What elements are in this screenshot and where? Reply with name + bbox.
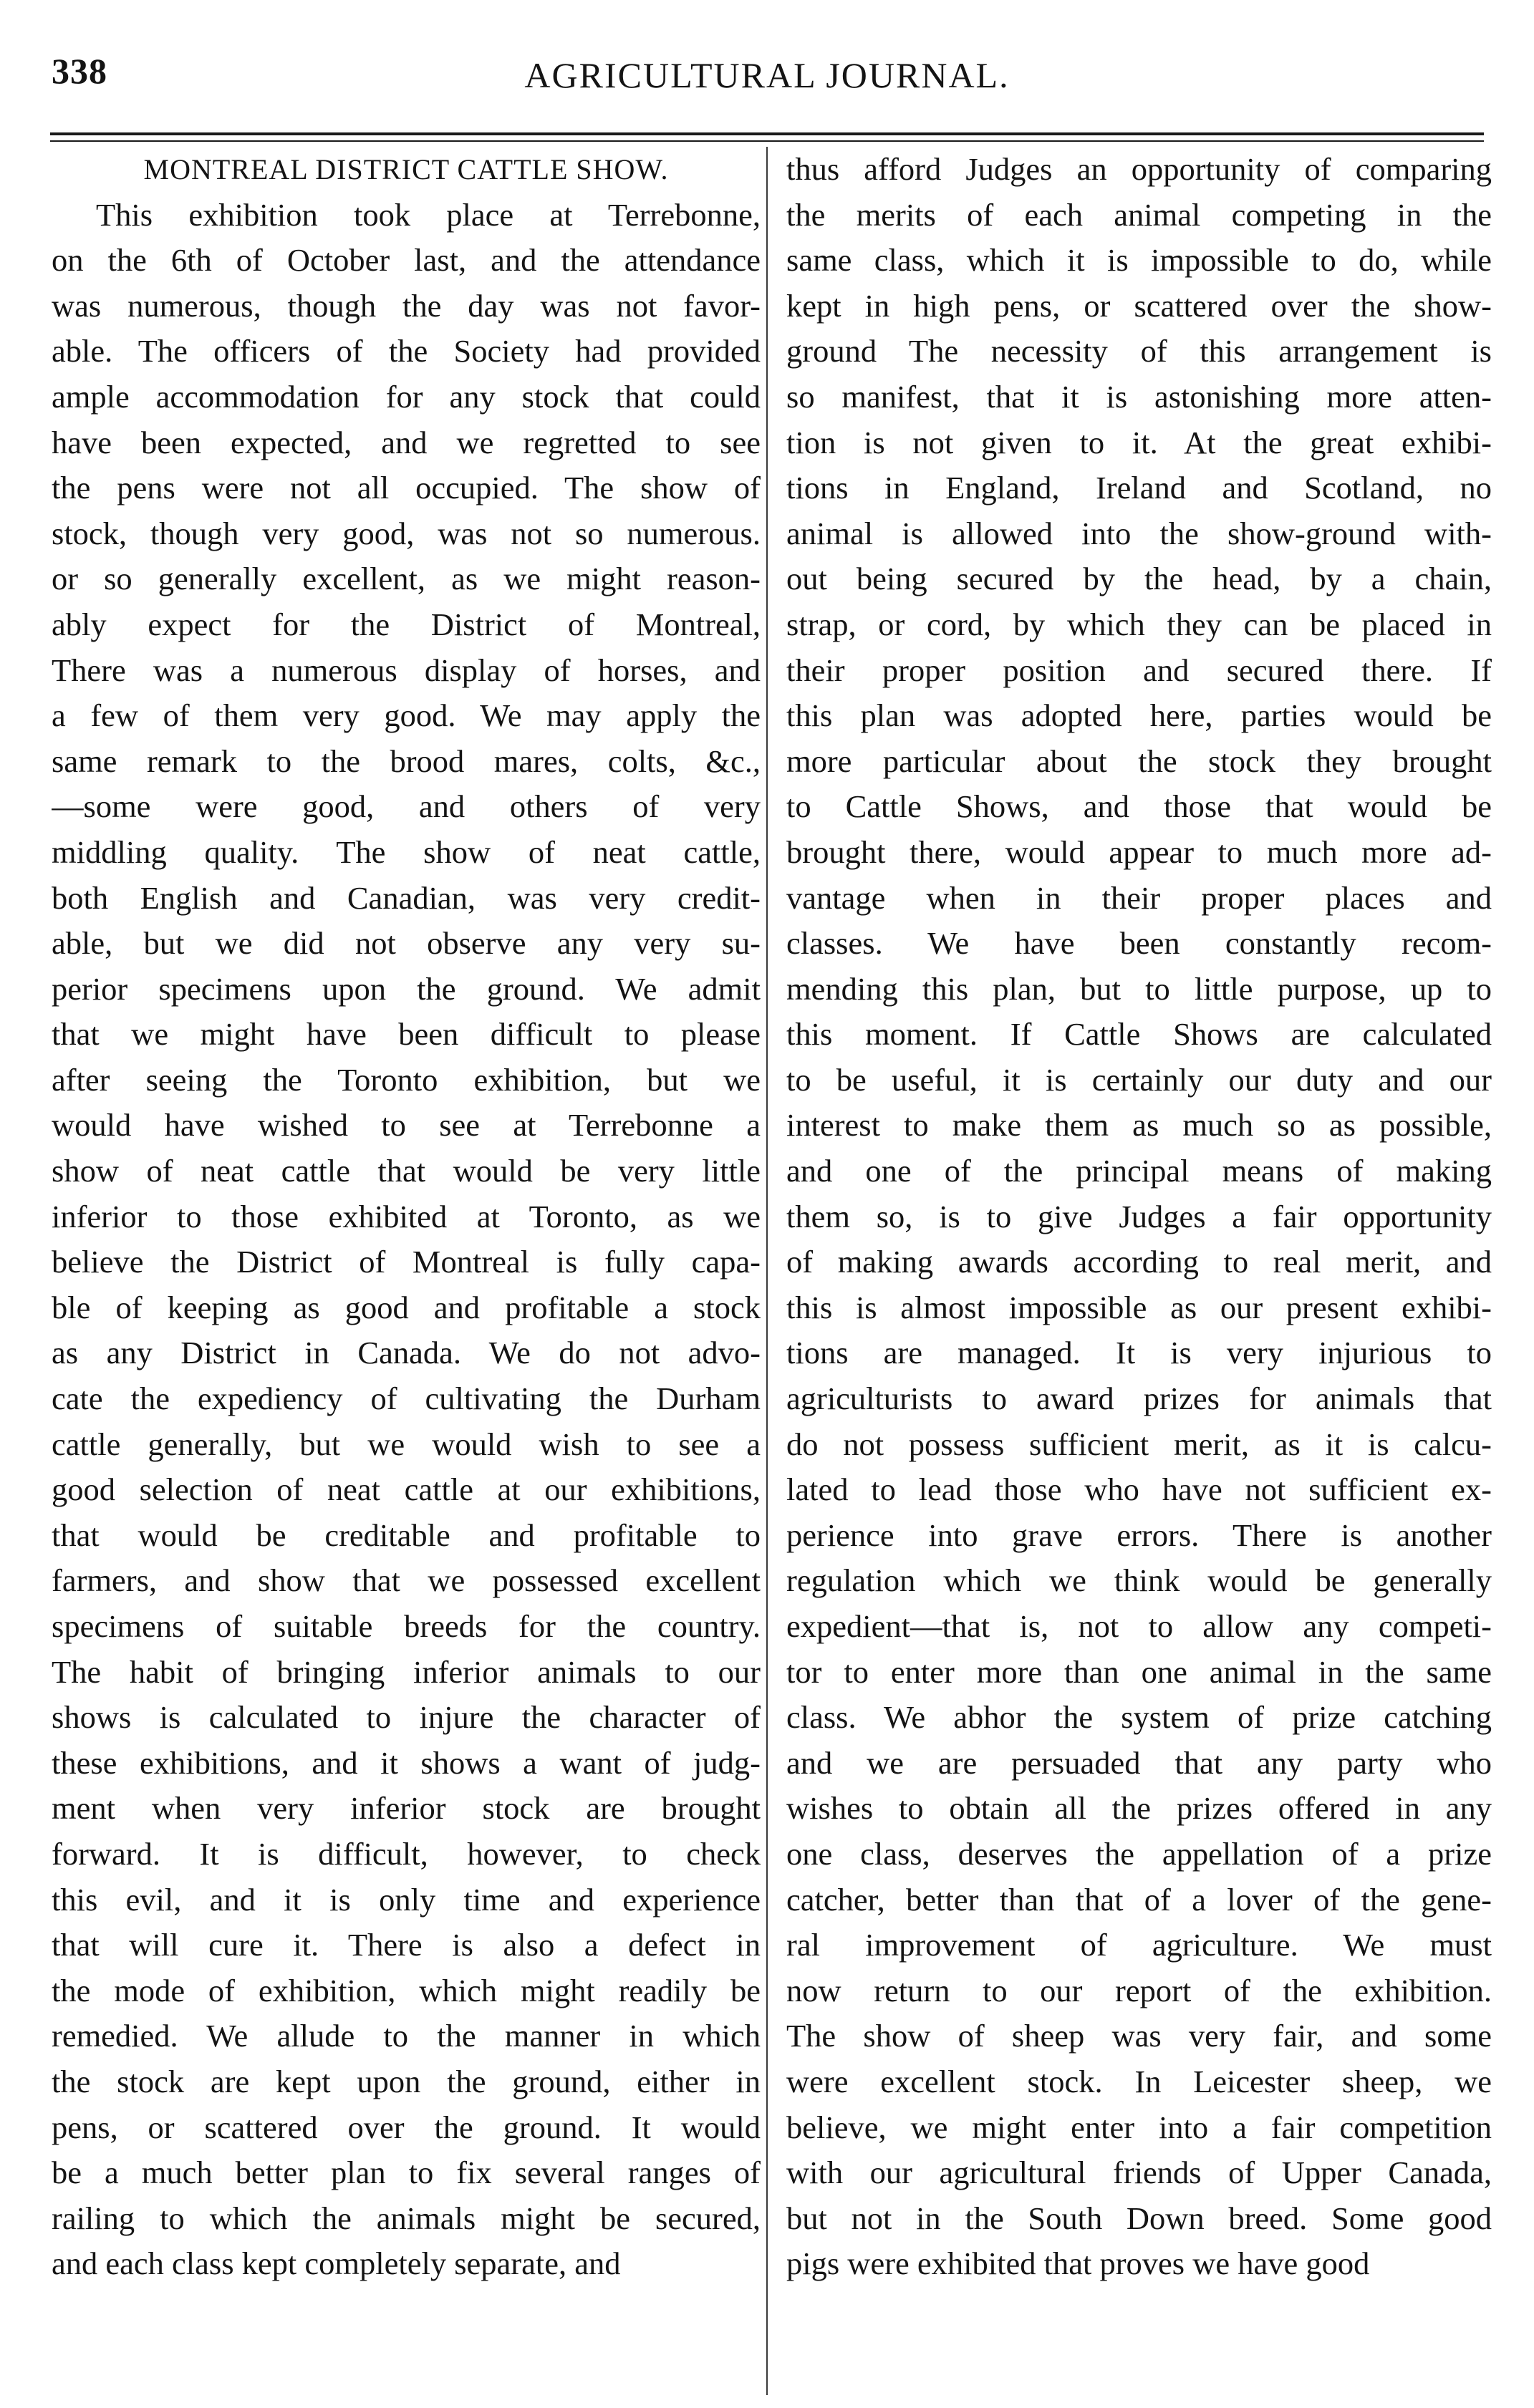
text-line: animal is allowed into the show-ground with- [786, 515, 1492, 551]
text-line: railing to which the animals might be secured, [52, 2200, 761, 2236]
text-line: ample accommodation for any stock that could [52, 378, 761, 415]
text-line: these exhibitions, and it shows a want of judg- [52, 1744, 761, 1781]
text-line: interest to make them as much so as possible, [786, 1107, 1492, 1143]
text-line: both English and Canadian, was very credit- [52, 879, 761, 916]
text-line: the mode of exhibition, which might readily be [52, 1972, 761, 2008]
text-line: regulation which we think would be generally [786, 1562, 1492, 1599]
text-line: tions are managed. It is very injurious to [786, 1335, 1492, 1371]
text-line: have been expected, and we regretted to see [52, 424, 761, 460]
text-line: or so generally excellent, as we might reason- [52, 561, 761, 597]
text-line: as any District in Canada. We do not advo- [52, 1335, 761, 1371]
text-line: believe the District of Montreal is fully capa- [52, 1244, 761, 1280]
text-line: be a much better plan to fix several ranges of [52, 2155, 761, 2191]
text-line: after seeing the Toronto exhibition, but we [52, 1061, 761, 1098]
text-line: forward. It is difficult, however, to check [52, 1835, 761, 1872]
text-line: now return to our report of the exhibition. [786, 1972, 1492, 2008]
text-line: out being secured by the head, by a chain, [786, 561, 1492, 597]
text-line: tions in England, Ireland and Scotland, no [786, 470, 1492, 506]
text-line: on the 6th of October last, and the attendance [52, 242, 761, 279]
text-line: perience into grave errors. There is another [786, 1517, 1492, 1553]
text-line: same class, which it is impossible to do, while [786, 242, 1492, 279]
left-column [52, 147, 761, 2287]
text-line: the stock are kept upon the ground, either in [52, 2063, 761, 2099]
text-line: tion is not given to it. At the great exhibi- [786, 424, 1492, 460]
text-line: to Cattle Shows, and those that would be [786, 788, 1492, 825]
text-line: more particular about the stock they brought [786, 743, 1492, 779]
text-line: the pens were not all occupied. The show of [52, 470, 761, 506]
text-line: that we might have been difficult to please [52, 1016, 761, 1053]
text-line: that will cure it. There is also a defect in [52, 1927, 761, 1963]
text-line: agriculturists to award prizes for animals that [786, 1381, 1492, 1417]
text-line: brought there, would appear to much more ad- [786, 833, 1492, 870]
text-line: ble of keeping as good and profitable a stock [52, 1289, 761, 1325]
text-line: class. We abhor the system of prize catching [786, 1699, 1492, 1736]
text-line: would have wished to see at Terrebonne a [52, 1107, 761, 1143]
text-line: This exhibition took place at Terrebonne, [96, 196, 761, 233]
text-line: expedient—that is, not to allow any competi- [786, 1608, 1492, 1644]
text-line: this moment. If Cattle Shows are calculated [786, 1016, 1492, 1053]
text-line: mending this plan, but to little purpose, up to [786, 970, 1492, 1007]
text-line: able. The officers of the Society had provided [52, 333, 761, 369]
text-line: a few of them very good. We may apply the [52, 697, 761, 734]
text-line: this evil, and it is only time and experience [52, 1881, 761, 1918]
text-line: cate the expediency of cultivating the Durham [52, 1381, 761, 1417]
text-line: believe, we might enter into a fair competition [786, 2109, 1492, 2145]
column-divider [766, 147, 768, 2395]
text-line: cattle generally, but we would wish to see a [52, 1426, 761, 1462]
text-line: and we are persuaded that any party who [786, 1744, 1492, 1781]
text-line: stock, though very good, was not so numerous. [52, 515, 761, 551]
text-line: able, but we did not observe any very su- [52, 925, 761, 962]
text-line: ment when very inferior stock are brought [52, 1790, 761, 1827]
text-line: ground The necessity of this arrangement is [786, 333, 1492, 369]
text-line: was numerous, though the day was not favor- [52, 287, 761, 324]
text-line: catcher, better than that of a lover of the gene- [786, 1881, 1492, 1918]
text-line: with our agricultural friends of Upper Canada, [786, 2155, 1492, 2191]
text-line: classes. We have been constantly recom- [786, 925, 1492, 962]
text-line: to be useful, it is certainly our duty and our [786, 1061, 1492, 1098]
text-line: farmers, and show that we possessed excellent [52, 1562, 761, 1599]
text-line: tor to enter more than one animal in the same [786, 1653, 1492, 1690]
text-line: There was a numerous display of horses, and [52, 652, 761, 688]
right-column [786, 147, 1492, 2287]
running-title: AGRICULTURAL JOURNAL. [524, 55, 1010, 95]
text-line: vantage when in their proper places and [786, 879, 1492, 916]
text-line: were excellent stock. In Leicester sheep, we [786, 2063, 1492, 2099]
text-line: strap, or cord, by which they can be placed in [786, 606, 1492, 642]
text-line: lated to lead those who have not sufficient ex- [786, 1471, 1492, 1508]
text-line: shows is calculated to injure the character of [52, 1699, 761, 1736]
text-line: but not in the South Down breed. Some good [786, 2200, 1492, 2236]
text-line: remedied. We allude to the manner in which [52, 2018, 761, 2054]
text-line: —some were good, and others of very [52, 788, 761, 825]
text-line: this plan was adopted here, parties would be [786, 697, 1492, 734]
header-rule-thick [50, 132, 1484, 135]
text-line: The habit of bringing inferior animals to our [52, 1653, 761, 1690]
text-line: perior specimens upon the ground. We admit [52, 970, 761, 1007]
text-line: The show of sheep was very fair, and some [786, 2018, 1492, 2054]
text-line: kept in high pens, or scattered over the show- [786, 287, 1492, 324]
text-line: same remark to the brood mares, colts, &c., [52, 743, 761, 779]
text-line: do not possess sufficient merit, as it is calcu- [786, 1426, 1492, 1462]
text-line: show of neat cattle that would be very little [52, 1153, 761, 1189]
text-line: ably expect for the District of Montreal, [52, 606, 761, 642]
text-line: pigs were exhibited that proves we have good [786, 2245, 1370, 2282]
text-line: one class, deserves the appellation of a prize [786, 1835, 1492, 1872]
header-rule-thin [50, 140, 1484, 142]
text-line: them so, is to give Judges a fair opportunity [786, 1198, 1492, 1234]
text-line: good selection of neat cattle at our exhibitions, [52, 1471, 761, 1508]
text-line: inferior to those exhibited at Toronto, as we [52, 1198, 761, 1234]
text-line: ral improvement of agriculture. We must [786, 1927, 1492, 1963]
text-line: specimens of suitable breeds for the country. [52, 1608, 761, 1644]
text-line: their proper position and secured there. If [786, 652, 1492, 688]
text-line: of making awards according to real merit, and [786, 1244, 1492, 1280]
article-title: MONTREAL DISTRICT CATTLE SHOW. [143, 153, 669, 185]
text-line: this is almost impossible as our present exhibi- [786, 1289, 1492, 1325]
text-line: and one of the principal means of making [786, 1153, 1492, 1189]
text-line: pens, or scattered over the ground. It would [52, 2109, 761, 2145]
page-number: 338 [52, 51, 107, 91]
text-line: wishes to obtain all the prizes offered in any [786, 1790, 1492, 1827]
text-line: middling quality. The show of neat cattle, [52, 833, 761, 870]
text-line: that would be creditable and profitable to [52, 1517, 761, 1553]
text-line: so manifest, that it is astonishing more atten- [786, 378, 1492, 415]
text-line: the merits of each animal competing in the [786, 196, 1492, 233]
text-line: thus afford Judges an opportunity of comparing [786, 151, 1492, 187]
text-line: and each class kept completely separate, and [52, 2245, 621, 2282]
